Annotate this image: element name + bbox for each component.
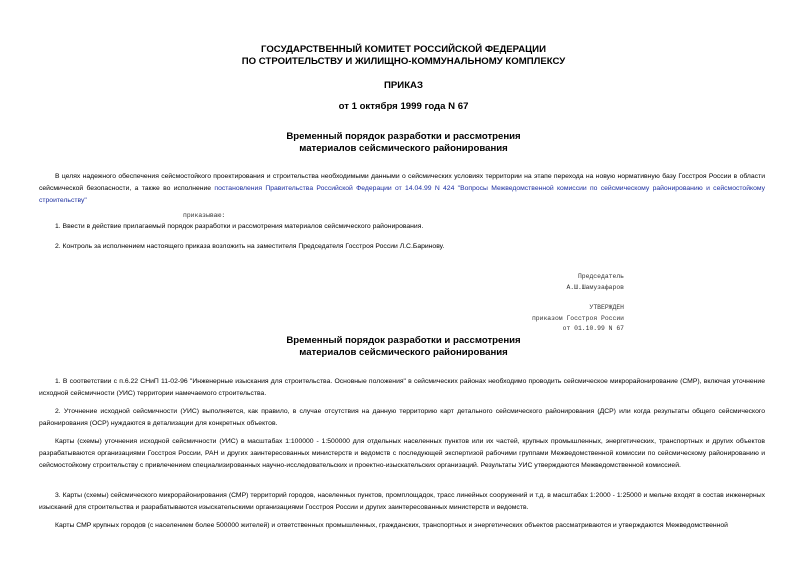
preamble bbox=[39, 171, 765, 207]
appendix-title-line-1: Временный порядок разработки и рассмотрения bbox=[286, 335, 521, 346]
approval-line-3: от 01.10.99 N 67 bbox=[562, 325, 624, 332]
approval-line-2: приказом Госстроя России bbox=[531, 315, 624, 322]
doc-title-line-2: материалов сейсмического районирования bbox=[299, 143, 508, 154]
doc-date-number: от 1 октября 1999 года N 67 bbox=[338, 101, 469, 112]
paragraph-4: 3. Карты (схемы) сейсмического микрорайонирования (СМР) территорий городов, населенных пунктов, промплощадок, трасс линейных сооружений и т.д. в масштабах 1:2000 - 1:25000 и мельче входят в состав инженерных изысканий для строительства и разрабатываются изыскательскими организациями Госстроя России и других заинтересованных министерств и ведомств. bbox=[39, 492, 765, 511]
orders-word: приказываю: bbox=[183, 212, 226, 219]
committee-line-2: ПО СТРОИТЕЛЬСТВУ И ЖИЛИЩНО-КОММУНАЛЬНОМУ КОМПЛЕКСУ bbox=[241, 56, 566, 67]
appendix-title-line-2: материалов сейсмического районирования bbox=[299, 347, 508, 358]
order-item-2: 2. Контроль за исполнением настоящего приказа возложить на заместителя Председателя Госстроя России Л.С.Баринову. bbox=[55, 243, 445, 250]
committee-line-1: ГОСУДАРСТВЕННЫЙ КОМИТЕТ РОССИЙСКОЙ ФЕДЕРАЦИИ bbox=[261, 44, 546, 55]
doc-type: ПРИКАЗ bbox=[384, 80, 423, 91]
doc-title-line-1: Временный порядок разработки и рассмотрения bbox=[286, 131, 521, 142]
approval-line-1: УТВЕРЖДЕН bbox=[589, 304, 624, 311]
preamble-text: В целях надежного обеспечения сейсмостойкого проектирования и строительства необходимыми данными о сейсмических условиях территории на этапе перехода на новую нормативную базу Госстроя России в области сейсмической безопасности, а также во исполнение bbox=[39, 173, 765, 192]
paragraph-2: 2. Уточнение исходной сейсмичности (УИС) выполняется, как правило, в случае отсутствия на данную территорию карт детального сейсмического районирования (ДСР) или когда результаты общего сейсмического районирования (ОСР) нуждаются в детализации для конкретных объектов. bbox=[39, 408, 765, 427]
paragraph-5: Карты СМР крупных городов (с населением более 500000 жителей) и ответственных промышленных, гражданских, транспортных и энергетических объектов рассматриваются и утверждаются Межведомственной bbox=[55, 522, 728, 529]
signature-name: А.Ш.Шамузафаров bbox=[566, 284, 624, 291]
signature-position: Председатель bbox=[577, 273, 624, 280]
government-decree-link[interactable]: постановления Правительства Российской Федерации от 14.04.99 N 424 "Вопросы Межведомственной комиссии по сейсмическому районированию и сейсмостойкому строительству" bbox=[39, 185, 765, 204]
paragraph-3: Карты (схемы) уточнения исходной сейсмичности (УИС) в масштабах 1:100000 - 1:500000 для отдельных населенных пунктов или их частей, крупных промышленных, энергетических, транспортных и других объектов разрабатываются организациями Госстроя России, РАН и других заинтересованных министерств и ведомств с последующей экспертизой рабочими группами Межведомственной комиссии по сейсмическому районированию и сейсмостойкому строительству с привлечением специализированных научно-исследовательских и проектно-изыскательских организаций. Результаты УИС утверждаются Межведомственной комиссией. bbox=[39, 438, 765, 469]
paragraph-1: 1. В соответствии с п.6.22 СНиП 11-02-96 "Инженерные изыскания для строительства. Основные положения" в сейсмических районах необходимо проводить сейсмическое микрорайонирование (СМР), включая уточнение исходной сейсмичности (УИС) территории намечаемого строительства. bbox=[39, 378, 765, 397]
order-item-1: 1. Ввести в действие прилагаемый порядок разработки и рассмотрения материалов сейсмического районирования. bbox=[55, 223, 424, 230]
